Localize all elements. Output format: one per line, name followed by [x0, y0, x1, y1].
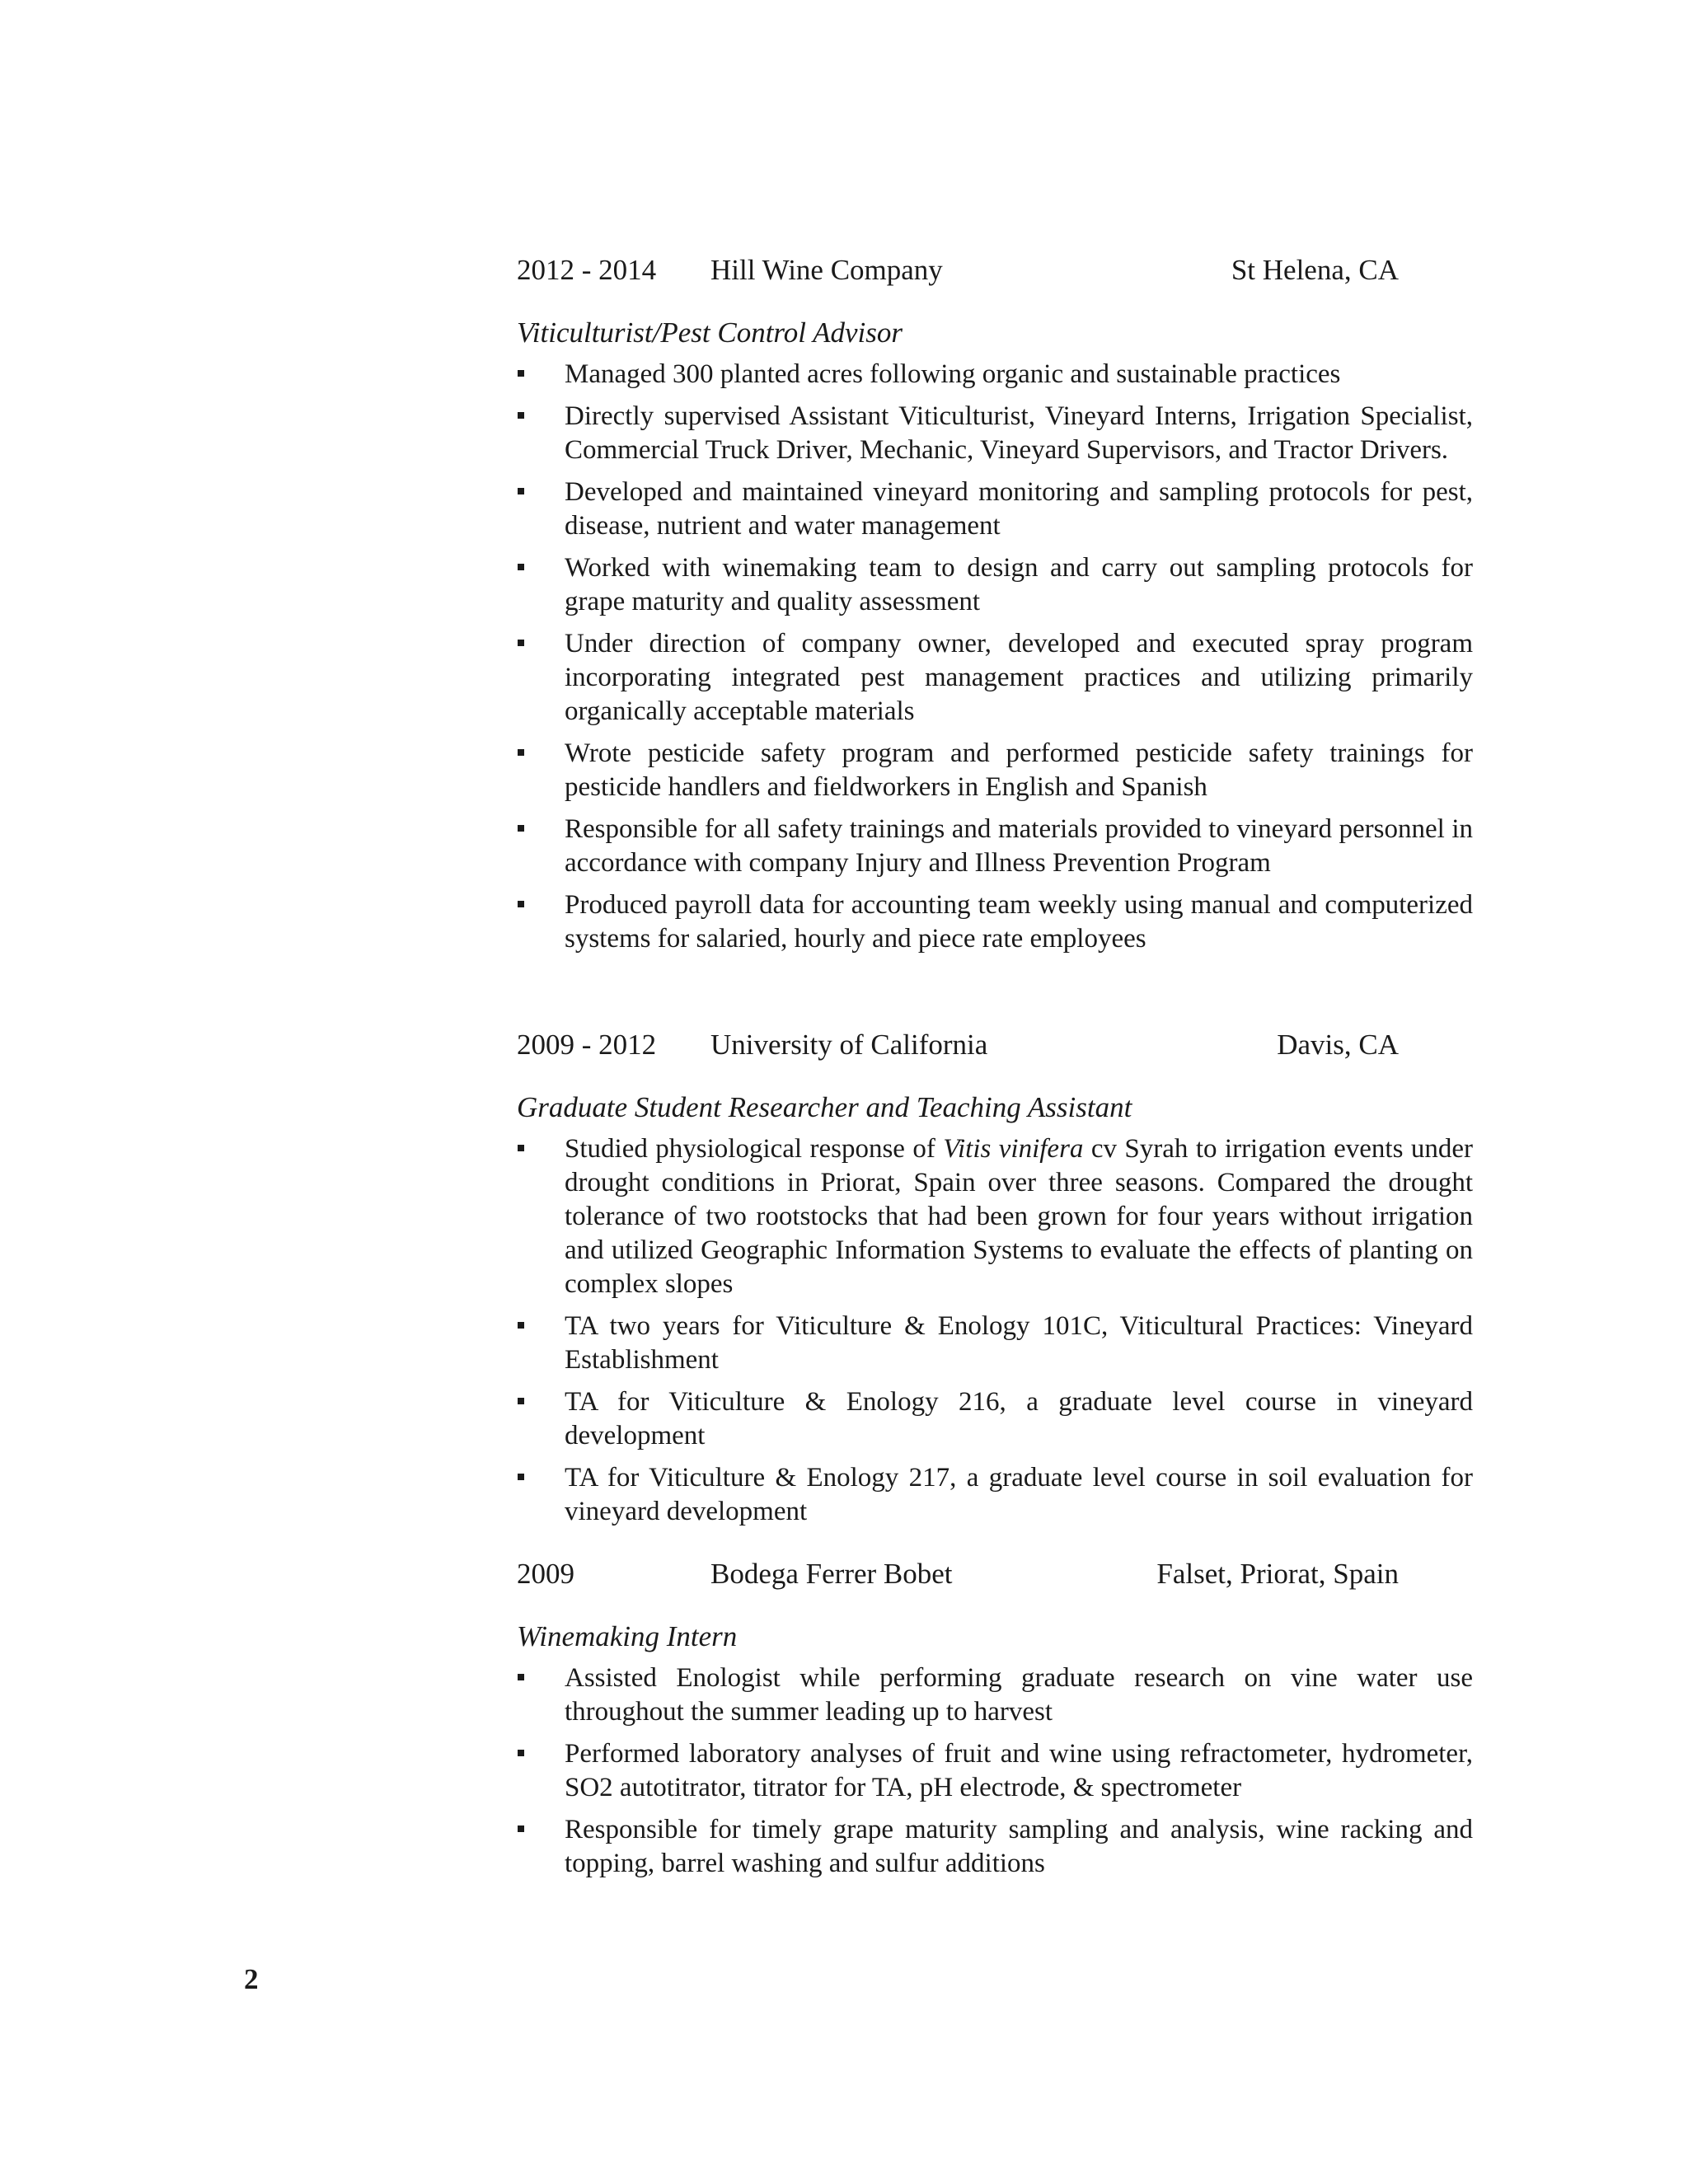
duty-item: Responsible for all safety trainings and materials provided to vineyard personnel in accordance with company Injury and Illness Prevention Program [517, 813, 1473, 880]
duty-item: TA for Viticulture & Enology 216, a graduate level course in vineyard development [517, 1385, 1473, 1453]
bullet-icon [518, 901, 524, 907]
page-number: 2 [244, 1963, 259, 1995]
job-organization: Bodega Ferrer Bobet [710, 1558, 953, 1590]
job-duties [517, 1132, 1473, 1529]
bullet-icon [518, 564, 524, 570]
duty-item: TA for Viticulture & Enology 217, a graduate level course in soil evaluation for vineyard development [517, 1461, 1473, 1529]
job-location: Davis, CA [1277, 1029, 1399, 1061]
job-duties [517, 1661, 1473, 1881]
bullet-icon [518, 825, 524, 832]
duty-item: Managed 300 planted acres following organic and sustainable practices [517, 358, 1473, 391]
job-ferrer-bobet [517, 1554, 1473, 1889]
bullet-icon [518, 749, 524, 756]
bullet-icon [518, 1750, 524, 1756]
duty-item: Directly supervised Assistant Viticulturist, Vineyard Interns, Irrigation Specialist, Commercial Truck Driver, Mechanic, Vineyard Supervisors, and Tractor Drivers. [517, 400, 1473, 467]
job-header [517, 251, 1473, 290]
duty-item: Developed and maintained vineyard monitoring and sampling protocols for pest, disease, nutrient and water management [517, 476, 1473, 543]
job-years: 2009 - 2012 [517, 1029, 657, 1061]
bullet-icon [518, 1825, 524, 1832]
job-hill-wine [517, 251, 1473, 964]
job-header [517, 1554, 1473, 1594]
duty-item: Studied physiological response of Vitis vinifera cv Syrah to irrigation events under drought conditions in Priorat, Spain over three seasons. Compared the drought tolerance of two rootstocks that had been grown for four years without irrigation and utilized Geographic Information Systems to evaluate the effects of planting on complex slopes [517, 1132, 1473, 1301]
job-location: Falset, Priorat, Spain [1156, 1558, 1399, 1590]
job-years: 2012 - 2014 [517, 254, 657, 286]
job-organization: University of California [710, 1029, 988, 1061]
bullet-icon [518, 370, 524, 377]
bullet-icon [518, 1398, 524, 1404]
job-organization: Hill Wine Company [710, 254, 943, 286]
bullet-icon [518, 1474, 524, 1480]
job-role: Graduate Student Researcher and Teaching Assistant [517, 1091, 1132, 1123]
job-role: Winemaking Intern [517, 1620, 738, 1652]
duty-item: Responsible for timely grape maturity sampling and analysis, wine racking and topping, barrel washing and sulfur additions [517, 1813, 1473, 1881]
duty-item: TA two years for Viticulture & Enology 101C, Viticultural Practices: Vineyard Establishment [517, 1310, 1473, 1377]
bullet-icon [518, 1145, 524, 1151]
bullet-icon [518, 640, 524, 646]
duty-item: Worked with winemaking team to design and carry out sampling protocols for grape maturity and quality assessment [517, 551, 1473, 619]
bullet-icon [518, 1674, 524, 1680]
duty-item: Under direction of company owner, developed and executed spray program incorporating integrated pest management practices and utilizing primarily organically acceptable materials [517, 627, 1473, 729]
bullet-icon [518, 412, 524, 419]
duty-item: Performed laboratory analyses of fruit and wine using refractometer, hydrometer, SO2 autotitrator, titrator for TA, pH electrode, & spectrometer [517, 1737, 1473, 1805]
job-uc-davis [517, 1025, 1473, 1537]
job-location: St Helena, CA [1231, 254, 1399, 286]
job-duties [517, 358, 1473, 956]
duty-item: Produced payroll data for accounting team weekly using manual and computerized systems for salaried, hourly and piece rate employees [517, 888, 1473, 956]
bullet-icon [518, 488, 524, 494]
bullet-icon [518, 1322, 524, 1329]
job-years: 2009 [517, 1558, 574, 1590]
duty-item: Wrote pesticide safety program and performed pesticide safety trainings for pesticide handlers and fieldworkers in English and Spanish [517, 737, 1473, 804]
job-role: Viticulturist/Pest Control Advisor [517, 316, 903, 349]
duty-item: Assisted Enologist while performing graduate research on vine water use throughout the summer leading up to harvest [517, 1661, 1473, 1729]
job-header [517, 1025, 1473, 1065]
